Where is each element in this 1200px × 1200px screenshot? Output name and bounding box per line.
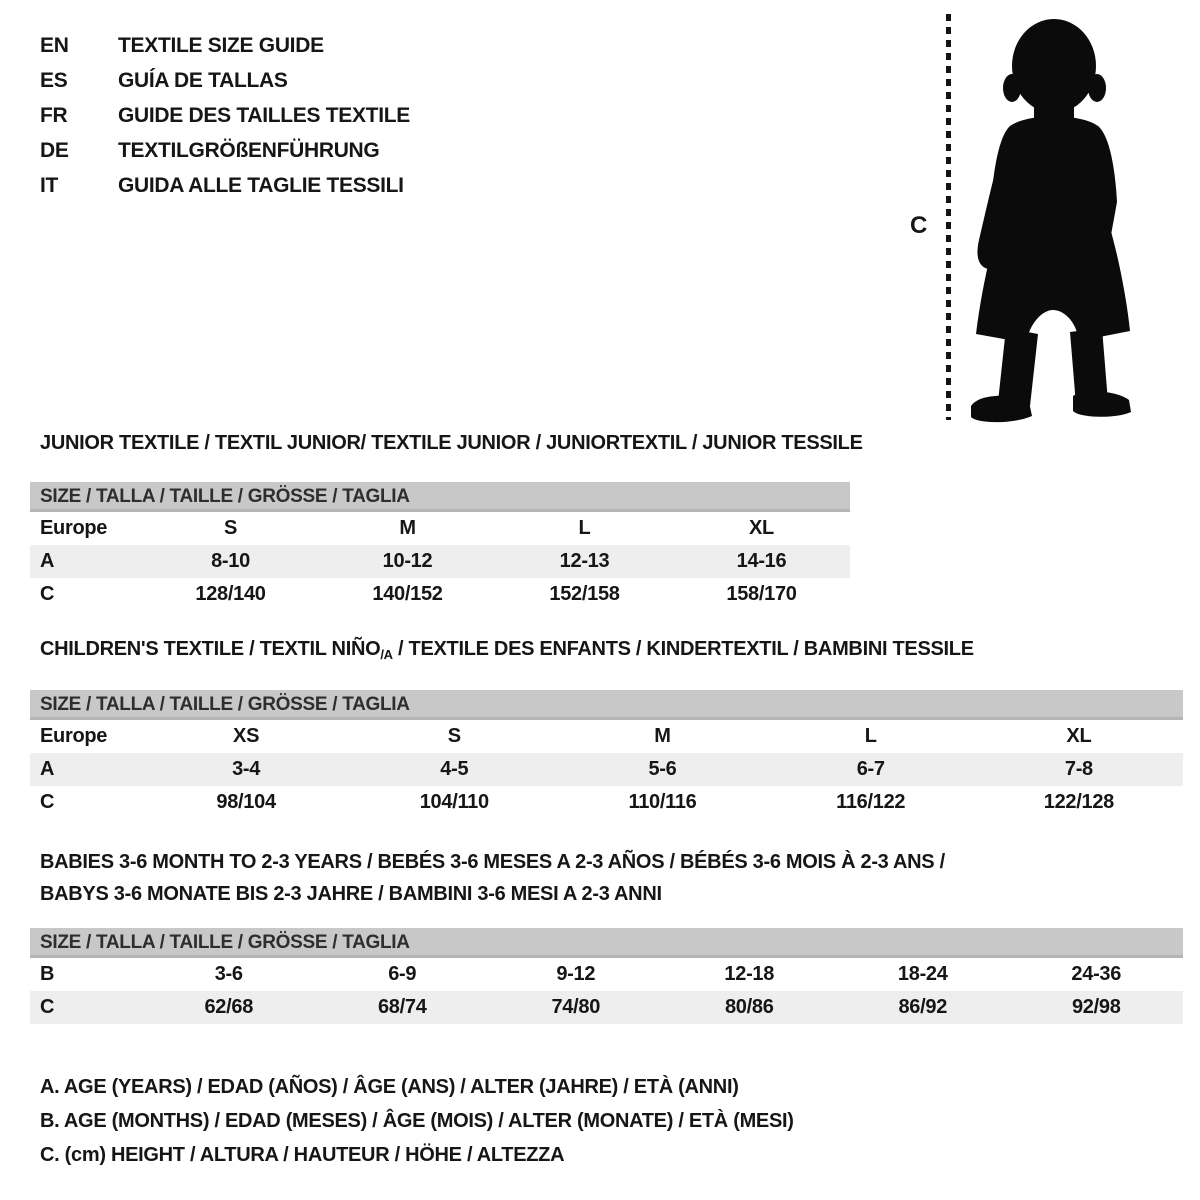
language-title: TEXTILGRÖßENFÜHRUNG [118,138,380,162]
height-cell: 158/170 [726,583,797,605]
language-title: TEXTILE SIZE GUIDE [118,33,324,57]
language-row-en [40,28,410,63]
children-heading-sub: /A [380,647,393,662]
children-size-table [30,690,1183,819]
babies-size-header-bar: SIZE / TALLA / TAILLE / GRÖSSE / TAGLIA [30,928,1183,958]
height-cell: 62/68 [204,996,254,1018]
babies-heading-line2: BABYS 3-6 MONATE BIS 2-3 JAHRE / BAMBINI 3-6 MESI A 2-3 ANNI [40,883,662,905]
height-cell: 140/152 [372,583,443,605]
age-cell: 24-36 [1071,963,1122,985]
junior-size-header-bar: SIZE / TALLA / TAILLE / GRÖSSE / TAGLIA [30,482,850,512]
age-cell: 8-10 [211,550,250,572]
height-cell: 104/110 [419,791,489,813]
row-label: C [40,791,55,813]
age-cell: 4-5 [440,758,469,780]
size-cell: XL [749,517,774,539]
language-row-de [40,133,410,168]
row-label: A [40,550,55,572]
language-title: GUIDA ALLE TAGLIE TESSILI [118,173,404,197]
age-cell: 12-18 [724,963,775,985]
size-cell: L [578,517,591,539]
language-code: ES [40,68,68,92]
row-label: Europe [40,517,108,539]
row-label: B [40,963,55,985]
table-row [30,786,1183,819]
age-cell: 18-24 [897,963,948,985]
age-cell: 9-12 [556,963,596,985]
table-row [30,512,850,545]
children-heading-pre: CHILDREN'S TEXTILE / TEXTIL NIÑO [40,638,381,660]
height-dashed-line [946,14,951,420]
height-cell: 122/128 [1043,791,1114,813]
height-cell: 116/122 [836,791,906,813]
table-row [30,545,850,578]
size-cell: M [399,517,416,539]
age-cell: 6-9 [388,963,417,985]
junior-size-table [30,482,850,611]
language-row-fr [40,98,410,133]
babies-size-table [30,928,1183,1024]
children-heading-post: / TEXTILE DES ENFANTS / KINDERTEXTIL / BAMBINI TESSILE [392,638,974,660]
height-cell: 74/80 [551,996,601,1018]
language-title: GUÍA DE TALLAS [118,68,288,92]
age-cell: 7-8 [1064,758,1093,780]
age-cell: 5-6 [648,758,677,780]
table-row [30,753,1183,786]
height-cell: 110/116 [628,791,697,813]
height-cell: 86/92 [898,996,948,1018]
height-measure-label: C [910,212,928,239]
language-title: GUIDE DES TAILLES TEXTILE [118,103,410,127]
language-code: FR [40,103,68,127]
table-row [30,991,1183,1024]
height-cell: 92/98 [1071,996,1121,1018]
size-cell: XS [233,725,260,747]
language-list [40,28,410,203]
language-code: DE [40,138,69,162]
table-row [30,958,1183,991]
age-cell: 10-12 [382,550,433,572]
height-cell: 128/140 [195,583,266,605]
language-row-it [40,168,410,203]
row-label: Europe [40,725,108,747]
age-cell: 3-4 [232,758,261,780]
babies-heading-line1: BABIES 3-6 MONTH TO 2-3 YEARS / BEBÉS 3-6 MESES A 2-3 AÑOS / BÉBÉS 3-6 MOIS À 2-3 ANS / [40,851,945,873]
height-cell: 152/158 [549,583,620,605]
size-cell: XL [1066,725,1092,747]
legend-footnotes [40,1070,794,1172]
size-cell: M [654,725,671,747]
footnote-age-months: B. AGE (MONTHS) / EDAD (MESES) / ÂGE (MOIS) / ALTER (MONATE) / ETÀ (MESI) [40,1110,794,1132]
children-size-header-bar: SIZE / TALLA / TAILLE / GRÖSSE / TAGLIA [30,690,1183,720]
language-row-es [40,63,410,98]
table-row [30,578,850,611]
babies-section-heading [40,846,945,910]
age-cell: 12-13 [559,550,610,572]
row-label: C [40,996,55,1018]
children-section-heading [40,638,974,662]
age-cell: 3-6 [214,963,243,985]
footnote-height-cm: C. (cm) HEIGHT / ALTURA / HAUTEUR / HÖHE / ALTEZZA [40,1144,565,1166]
table-row [30,720,1183,753]
toddler-silhouette-image [958,14,1148,424]
height-cell: 98/104 [216,791,276,813]
age-cell: 6-7 [856,758,885,780]
height-cell: 80/86 [724,996,774,1018]
size-cell: S [223,517,238,539]
language-code: EN [40,33,69,57]
language-code: IT [40,173,59,197]
row-label: A [40,758,55,780]
height-cell: 68/74 [377,996,427,1018]
footnote-age-years: A. AGE (YEARS) / EDAD (AÑOS) / ÂGE (ANS) / ALTER (JAHRE) / ETÀ (ANNI) [40,1076,739,1098]
row-label: C [40,583,55,605]
size-cell: L [864,725,877,747]
age-cell: 14-16 [736,550,787,572]
junior-section-heading: JUNIOR TEXTILE / TEXTIL JUNIOR/ TEXTILE JUNIOR / JUNIORTEXTIL / JUNIOR TESSILE [40,432,863,454]
size-cell: S [447,725,461,747]
